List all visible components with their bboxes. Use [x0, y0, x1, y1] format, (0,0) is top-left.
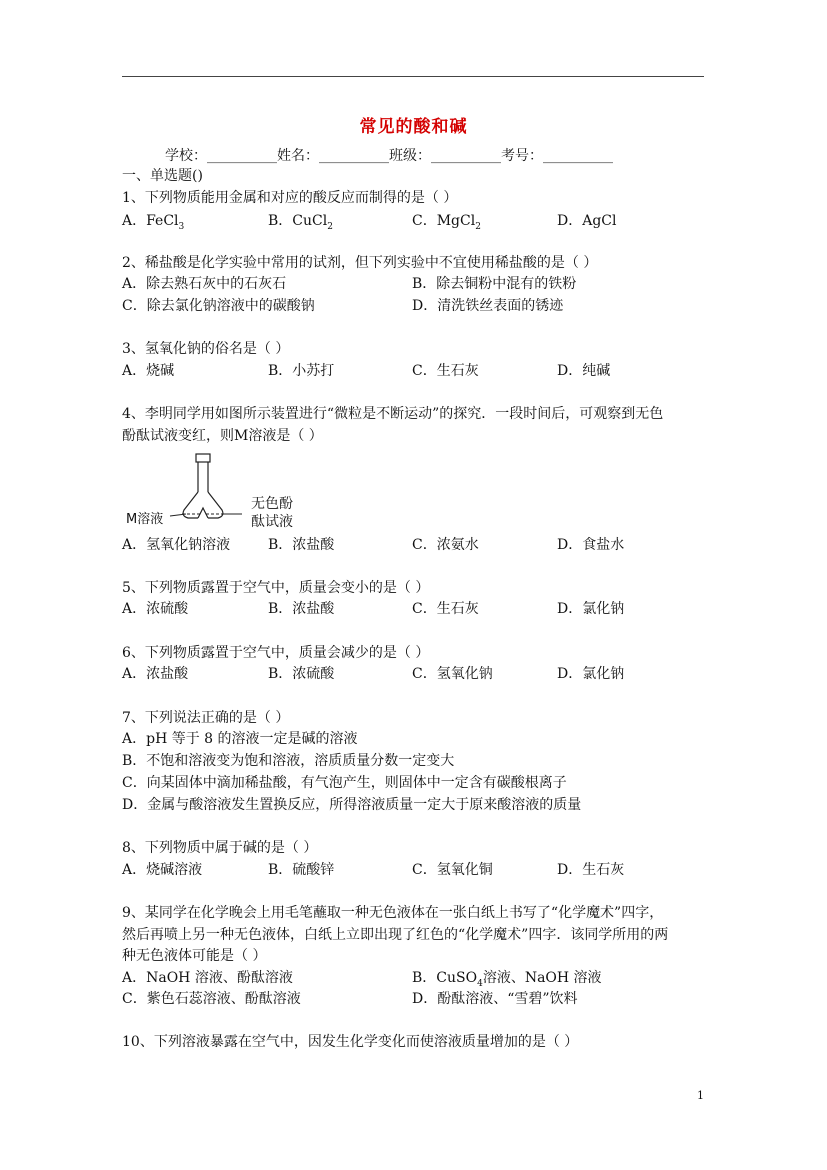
q8-option-a: A．烧碱溶液: [122, 862, 203, 878]
q3-option-d: D．纯碱: [557, 363, 611, 379]
q6-option-b: B．浓硫酸: [268, 666, 335, 682]
question-2-stem: 2、稀盐酸是化学实验中常用的试剂，但下列实验中不宜使用稀盐酸的是（ ）: [122, 255, 598, 271]
page-number: 1: [697, 1089, 704, 1102]
q2-option-c: C．除去氯化钠溶液中的碳酸钠: [122, 298, 315, 314]
q9-option-a: A．NaOH 溶液、酚酞溶液: [122, 970, 293, 986]
q5-option-a: A．浓硫酸: [122, 601, 189, 617]
q5-option-d: D．氯化钠: [557, 601, 625, 617]
q8-option-c: C．氢氧化铜: [412, 862, 493, 878]
q9-option-d: D．酚酞溶液、“雪碧”饮料: [412, 991, 578, 1007]
q8-option-b: B．硫酸锌: [268, 862, 335, 878]
q2-option-d: D．清洗铁丝表面的锈迹: [412, 298, 564, 314]
q7-option-b: B．不饱和溶液变为饱和溶液，溶质质量分数一定变大: [122, 753, 455, 769]
q1-option-d: D．AgCl: [557, 213, 617, 229]
q9-option-b: B．CuSO$_4$溶液、NaOH 溶液: [412, 970, 602, 989]
q5-option-b: B．浓盐酸: [268, 601, 335, 617]
q5-option-c: C．生石灰: [412, 601, 479, 617]
question-8-stem: 8、下列物质中属于碱的是（ ）: [122, 840, 318, 856]
q7-option-d: D．金属与酸溶液发生置换反应，所得溶液质量一定大于原来酸溶液的质量: [122, 797, 582, 813]
figure-label-m-solution: M溶液: [126, 512, 164, 527]
question-4-stem-line2: 酚酞试液变红，则M溶液是（ ）: [122, 428, 323, 444]
question-7-stem: 7、下列说法正确的是（ ）: [122, 710, 290, 726]
question-10-stem: 10、下列溶液暴露在空气中，因发生化学变化而使溶液质量增加的是（ ）: [122, 1034, 579, 1050]
q4-option-a: A．氢氧化钠溶液: [122, 537, 231, 553]
q9-option-c: C．紫色石蕊溶液、酚酞溶液: [122, 991, 301, 1007]
q3-option-a: A．烧碱: [122, 363, 175, 379]
q7-option-a: A．pH 等于 8 的溶液一定是碱的溶液: [122, 731, 358, 747]
question-9-stem-line1: 9、某同学在化学晚会上用毛笔蘸取一种无色液体在一张白纸上书写了“化学魔术”四字，: [122, 905, 664, 921]
y-tube-apparatus-figure: [126, 452, 306, 536]
question-3-stem: 3、氢氧化钠的俗名是（ ）: [122, 341, 290, 357]
section-heading: 一、单选题(): [122, 168, 203, 184]
q1-option-c: C．MgCl$_2$: [412, 213, 481, 232]
q6-option-a: A．浓盐酸: [122, 666, 189, 682]
q1-option-a: A．FeCl$_3$: [122, 213, 185, 232]
question-9-stem-line2: 然后再喷上另一种无色液体，白纸上立即出现了红色的“化学魔术”四字．该同学所用的两: [122, 927, 669, 943]
q4-option-d: D．食盐水: [557, 537, 625, 553]
question-9-stem-line3: 种无色液体可能是（ ）: [122, 948, 267, 964]
figure-label-phenolphthalein-1: 无色酚: [251, 496, 293, 512]
header-rule: [122, 76, 704, 77]
q1-option-b: B．CuCl$_2$: [268, 213, 333, 232]
q8-option-d: D．生石灰: [557, 862, 625, 878]
question-1-stem: 1、下列物质能用金属和对应的酸反应而制得的是（ ）: [122, 190, 458, 206]
page-title: 常见的酸和碱: [359, 117, 468, 137]
q4-option-b: B．浓盐酸: [268, 537, 335, 553]
q6-option-c: C．氢氧化钠: [412, 666, 493, 682]
question-5-stem: 5、下列物质露置于空气中，质量会变小的是（ ）: [122, 580, 430, 596]
q7-option-c: C．向某固体中滴加稀盐酸，有气泡产生，则固体中一定含有碳酸根离子: [122, 775, 567, 791]
q6-option-d: D．氯化钠: [557, 666, 625, 682]
q4-option-c: C．浓氨水: [412, 537, 479, 553]
q2-option-b: B．除去铜粉中混有的铁粉: [412, 276, 577, 292]
student-info-line: 学校：__________姓名：__________班级：__________考号：__________: [165, 148, 613, 164]
q2-option-a: A．除去熟石灰中的石灰石: [122, 276, 287, 292]
q3-option-c: C．生石灰: [412, 363, 479, 379]
question-4-stem-line1: 4、李明同学用如图所示装置进行“微粒是不断运动”的探究．一段时间后，可观察到无色: [122, 406, 664, 422]
figure-label-phenolphthalein-2: 酞试液: [251, 514, 293, 530]
question-6-stem: 6、下列物质露置于空气中，质量会减少的是（ ）: [122, 645, 430, 661]
q3-option-b: B．小苏打: [268, 363, 335, 379]
